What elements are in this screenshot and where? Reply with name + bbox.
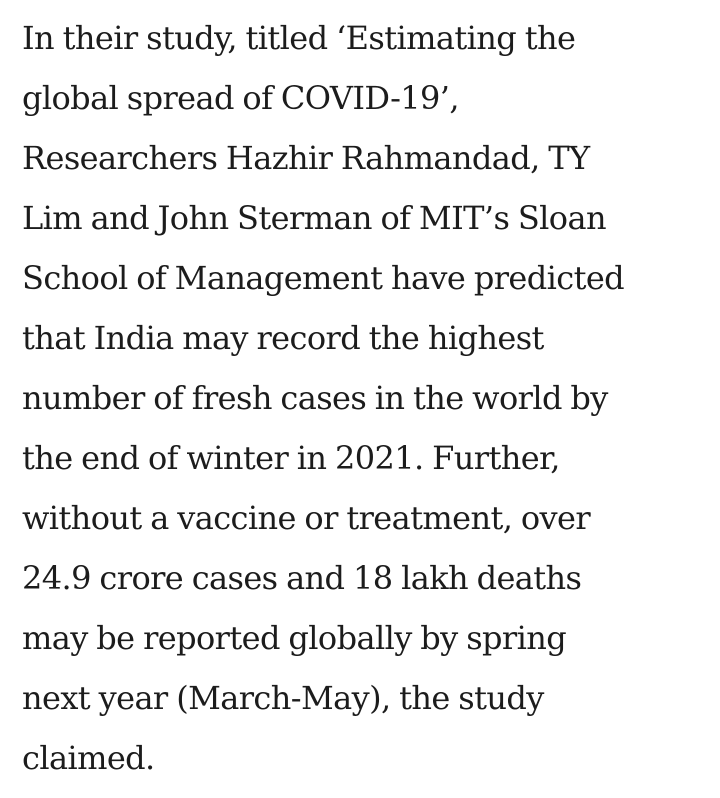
paragraph-line-3: Researchers Hazhir Rahmandad, TY <box>22 139 590 177</box>
paragraph-line-4: Lim and John Sterman of MIT’s Sloan <box>22 199 606 237</box>
article-paragraph <box>22 8 712 788</box>
paragraph-line-11: may be reported globally by spring <box>22 619 567 657</box>
paragraph-line-6: that India may record the highest <box>22 319 544 357</box>
paragraph-line-9: without a vaccine or treatment, over <box>22 499 591 537</box>
paragraph-line-1: In their study, titled ‘Estimating the <box>22 19 576 57</box>
paragraph-line-10: 24.9 crore cases and 18 lakh deaths <box>22 559 582 597</box>
paragraph-line-12: next year (March-May), the study <box>22 679 544 717</box>
paragraph-line-2: global spread of COVID-19’, <box>22 79 459 117</box>
paragraph-line-5: School of Management have predicted <box>22 259 625 297</box>
paragraph-line-7: number of fresh cases in the world by <box>22 379 608 417</box>
paragraph-line-8: the end of winter in 2021. Further, <box>22 439 560 477</box>
paragraph-line-13: claimed. <box>22 739 155 777</box>
